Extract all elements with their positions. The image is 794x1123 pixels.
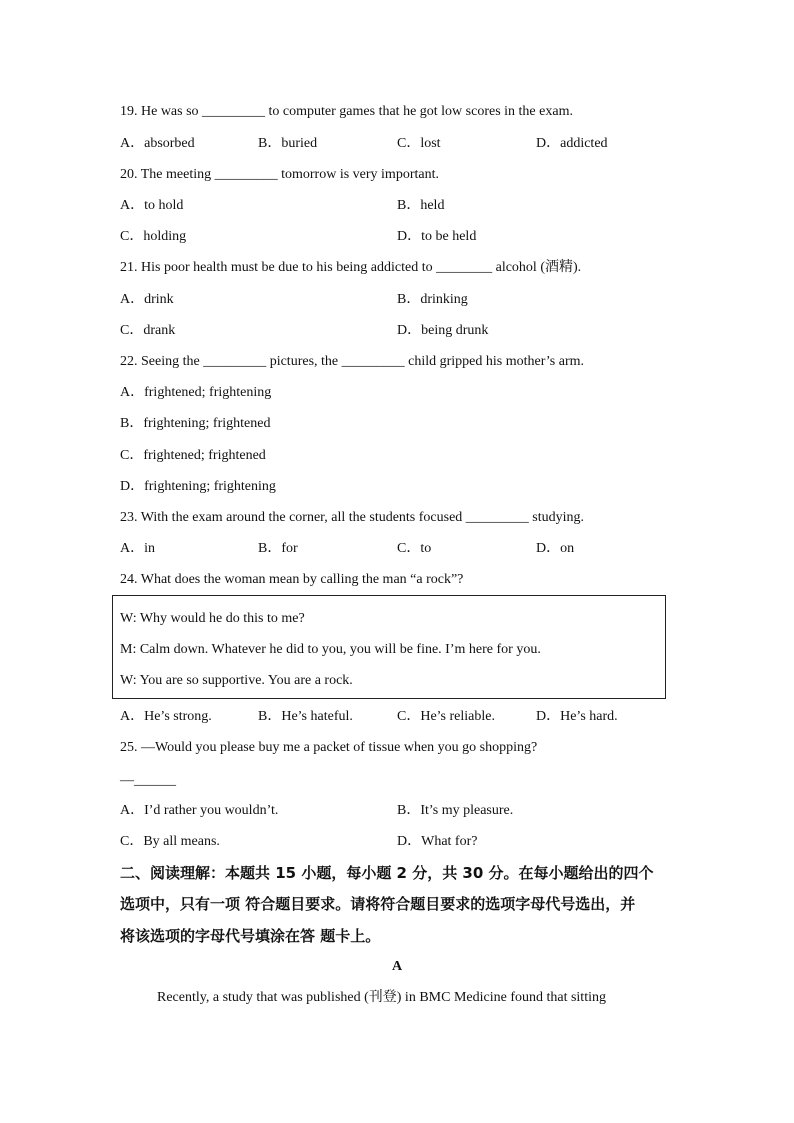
question-21-option-d: D．being drunk [397,323,489,338]
dialog-box [112,595,666,699]
question-24-stem: 24. What does the woman mean by calling the man “a rock”? [120,572,464,587]
question-20-option-c: C．holding [120,229,187,244]
question-21-option-c: C．drank [120,323,176,338]
question-23-option-a: A．in [120,541,155,556]
question-25-option-a: A．I’d rather you wouldn’t. [120,803,279,818]
question-20-stem: 20. The meeting _________ tomorrow is very important. [120,167,439,182]
question-24-option-b: B．He’s hateful. [258,709,353,724]
dialog-line-man: M: Calm down. Whatever he did to you, you will be fine. I’m here for you. [120,642,541,657]
question-25-option-b: B．It’s my pleasure. [397,803,514,818]
question-19-option-a: A．absorbed [120,136,195,151]
section2-heading-line2: 选项中，只有一项 符合题目要求。请将符合题目要求的选项字母代号选出，并 [120,895,636,913]
question-23-option-d: D．on [536,541,575,556]
question-21-stem: 21. His poor health must be due to his being addicted to ________ alcohol (酒精). [120,260,582,275]
question-22-option-b: B．frightening; frightened [120,416,271,431]
question-25-option-c: C．By all means. [120,834,220,849]
question-19-option-c: C．lost [397,136,441,151]
passage-first-line: Recently, a study that was published (刊登) in BMC Medicine found that sitting [157,990,606,1005]
section2-heading-line1: 二、阅读理解：本题共 15 小题，每小题 2 分，共 30 分。在每小题给出的四个 [120,864,654,882]
question-20-option-a: A．to hold [120,198,184,213]
dialog-line-woman-2: W: You are so supportive. You are a rock. [120,673,353,688]
dialog-line-woman-1: W: Why would he do this to me? [120,611,305,626]
question-23-stem: 23. With the exam around the corner, all the students focused _________ studying. [120,510,585,525]
section2-heading-line3: 将该选项的字母代号填涂在答 题卡上。 [120,927,381,945]
question-19-option-d: D．addicted [536,136,608,151]
question-21-option-b: B．drinking [397,292,468,307]
question-22-option-c: C．frightened; frightened [120,448,266,463]
question-19-stem: 19. He was so _________ to computer games that he got low scores in the exam. [120,104,573,119]
question-21-option-a: A．drink [120,292,174,307]
question-22-option-a: A．frightened; frightening [120,385,272,400]
question-25-reply-blank: —______ [120,773,176,788]
question-22-option-d: D．frightening; frightening [120,479,276,494]
question-20-option-d: D．to be held [397,229,477,244]
question-19-option-b: B．buried [258,136,318,151]
passage-title: A [391,959,403,974]
question-23-option-c: C．to [397,541,432,556]
question-24-option-c: C．He’s reliable. [397,709,495,724]
question-24-option-d: D．He’s hard. [536,709,618,724]
question-25-stem: 25. —Would you please buy me a packet of tissue when you go shopping? [120,740,538,755]
question-22-stem: 22. Seeing the _________ pictures, the _________ child gripped his mother’s arm. [120,354,585,369]
question-20-option-b: B．held [397,198,445,213]
question-23-option-b: B．for [258,541,298,556]
question-25-option-d: D．What for? [397,834,478,849]
question-24-option-a: A．He’s strong. [120,709,212,724]
